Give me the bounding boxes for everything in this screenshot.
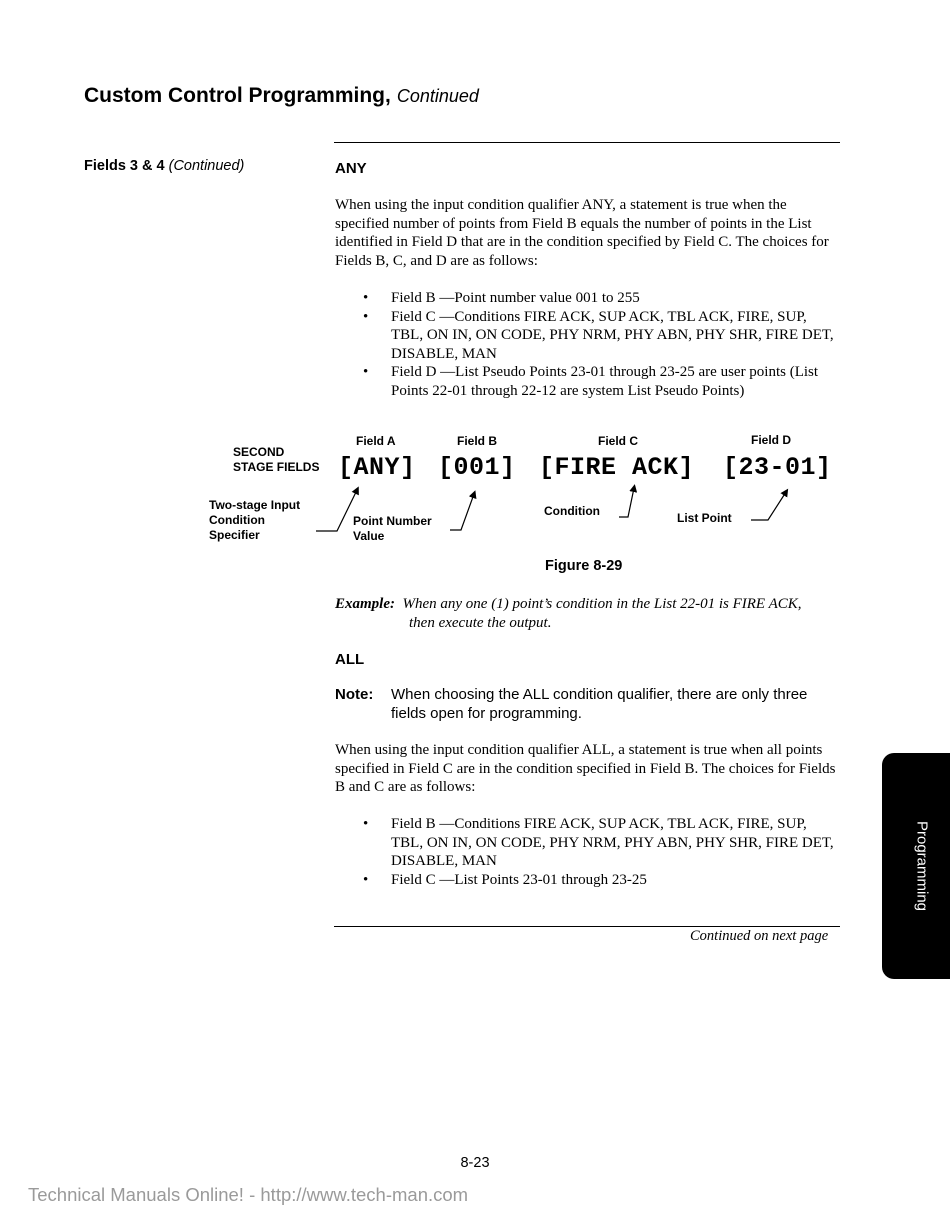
- field-a-label: Field A: [356, 434, 396, 448]
- callout-line: Point Number: [353, 514, 432, 528]
- any-paragraph: When using the input condition qualifier ANY, a statement is true when the specified number of points from Field B equals the number of points in the List identified in Field D that are in the condition specified by Field C. The choices for Fields B, C, and D are as follows:: [335, 197, 829, 269]
- side-tab-label: Programming: [913, 820, 931, 912]
- field-b-code: [001]: [438, 453, 516, 482]
- field-c-label: Field C: [598, 434, 639, 448]
- field-a-code: [ANY]: [338, 453, 416, 482]
- page-title-text: Custom Control Programming,: [84, 84, 391, 107]
- field-d-code: [23-01]: [723, 453, 832, 482]
- list-item: • Field C —Conditions FIRE ACK, SUP ACK, TBL ACK, FIRE, SUP, TBL, ON IN, ON CODE, PHY NRM, PHY ABN, PHY SHR, FIRE DET, DISABLE, MAN: [391, 308, 841, 364]
- all-paragraph: When using the input condition qualifier ALL, a statement is true when all points specified in Field C are in the condition specified in Field B. The choices for Fields B and C are as follows:: [335, 742, 836, 795]
- list-point-callout: List Point: [677, 511, 732, 525]
- page-number: 8-23: [460, 1155, 490, 1171]
- footer-credit: Technical Manuals Online! - http://www.tech-man.com: [28, 1184, 469, 1205]
- specifier-arrow: [316, 490, 357, 531]
- all-heading: ALL: [335, 651, 365, 668]
- field-d-label: Field D: [751, 433, 792, 447]
- callout-line: Specifier: [209, 528, 260, 542]
- note-label: Note:: [335, 686, 374, 703]
- figure-callout-arrows: [0, 0, 950, 600]
- example-line-1: [335, 595, 841, 614]
- callout-line: Two-stage Input: [209, 498, 301, 512]
- callout-line: Value: [353, 529, 385, 543]
- bottom-divider: [334, 926, 840, 927]
- point-number-callout: [353, 514, 432, 544]
- example-text-line-1: When any one (1) point’s condition in the List 22-01 is FIRE ACK,: [402, 596, 802, 612]
- point-number-arrow: [450, 494, 474, 530]
- example-block: [335, 595, 841, 632]
- side-label-main: Fields 3 & 4: [84, 158, 165, 174]
- example-text-line-2: then execute the output.: [409, 614, 552, 631]
- field-b-label: Field B: [457, 434, 498, 448]
- list-item: • Field C —List Points 23-01 through 23-25: [391, 871, 841, 890]
- condition-callout: Condition: [544, 504, 600, 518]
- all-bullet-list: [391, 815, 841, 889]
- continued-note: Continued on next page: [690, 928, 829, 944]
- figure-row-label-line: SECOND: [233, 445, 285, 459]
- list-item: • Field D —List Pseudo Points 23-01 through 23-25 are user points (List Points 22-01 through 22-12 are system List Pseudo Points): [391, 363, 841, 400]
- list-item: • Field B —Conditions FIRE ACK, SUP ACK, TBL ACK, FIRE, SUP, TBL, ON IN, ON CODE, PHY NRM, PHY ABN, PHY SHR, FIRE DET, DISABLE, MAN: [391, 815, 841, 871]
- list-item: • Field B —Point number value 001 to 255: [391, 289, 841, 308]
- note-block: [335, 686, 841, 723]
- section-side-tab: [882, 753, 950, 979]
- condition-arrow: [619, 488, 634, 517]
- side-label-note: (Continued): [168, 158, 245, 174]
- field-c-code: [FIRE ACK]: [539, 453, 695, 482]
- page-title-continued: Continued: [396, 86, 479, 106]
- figure-row-label-line: STAGE FIELDS: [233, 460, 320, 474]
- any-heading: ANY: [335, 160, 367, 177]
- figure-caption: Figure 8-29: [545, 558, 623, 574]
- example-label: Example:: [335, 596, 395, 612]
- specifier-callout: [209, 498, 300, 543]
- callout-line: Condition: [209, 513, 265, 527]
- list-point-arrow: [751, 492, 786, 520]
- note-text: When choosing the ALL condition qualifier, there are only three fields open for programming.: [391, 686, 808, 722]
